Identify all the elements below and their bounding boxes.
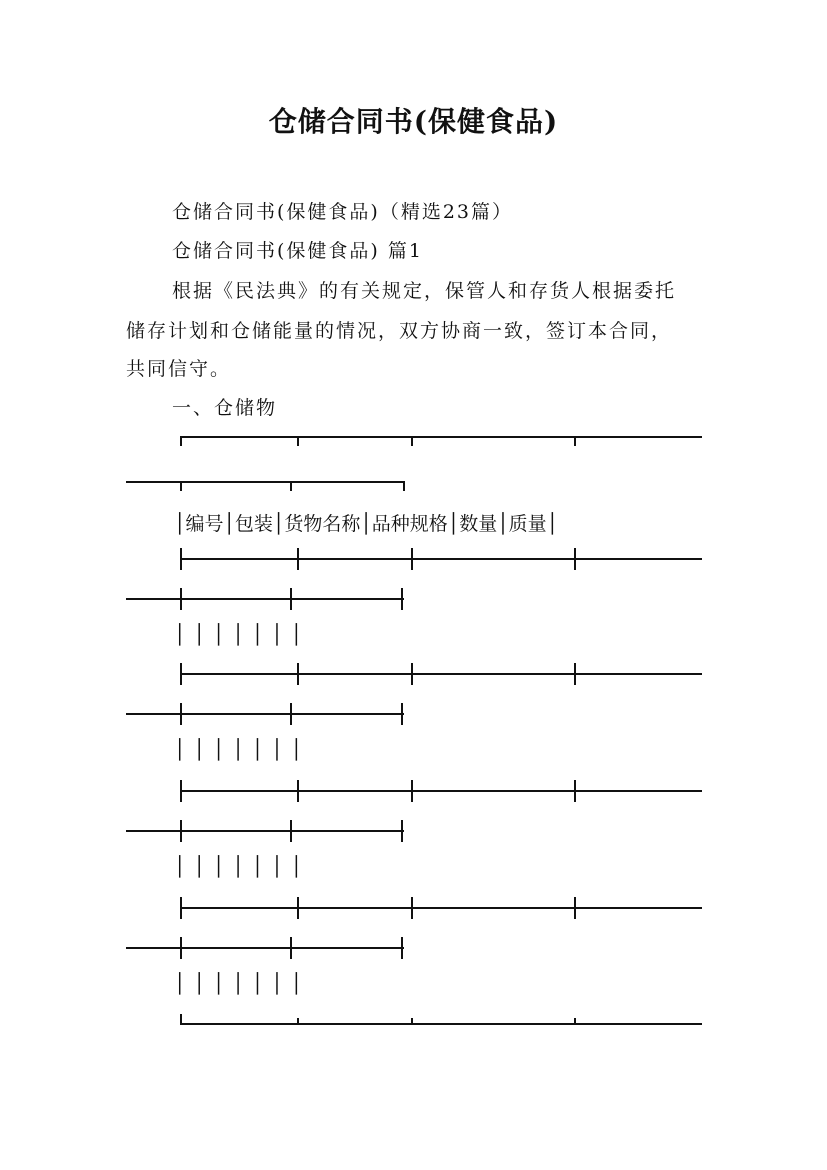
paragraph-line-3: 共同信守。 — [126, 358, 232, 380]
paragraph-line-1: 根据《民法典》的有关规定，保管人和存货人根据委托 — [172, 280, 677, 302]
paragraph-line-2: 储存计划和仓储能量的情况，双方协商一致，签订本合同， — [126, 320, 673, 342]
table-row-separator — [126, 548, 706, 610]
clause-heading: 一、仓储物 — [172, 397, 278, 419]
table-top-border — [126, 430, 706, 500]
table-row-separator — [126, 663, 706, 725]
table-row: │││││││ — [174, 739, 311, 761]
table-row: │││││││ — [174, 856, 311, 878]
document-subtitle: 仓储合同书(保健食品)（精选23篇） — [172, 201, 514, 223]
document-title: 仓储合同书(保健食品) — [268, 105, 559, 138]
table-row: │││││││ — [174, 973, 311, 995]
table-bottom-border — [126, 1012, 706, 1032]
table-row: │││││││ — [174, 624, 311, 646]
section-heading: 仓储合同书(保健食品) 篇1 — [172, 240, 423, 262]
table-row-separator — [126, 780, 706, 842]
table-row-separator — [126, 897, 706, 959]
table-header-row: │编号│包装│货物名称│品种规格│数量│质量│ — [174, 513, 559, 535]
